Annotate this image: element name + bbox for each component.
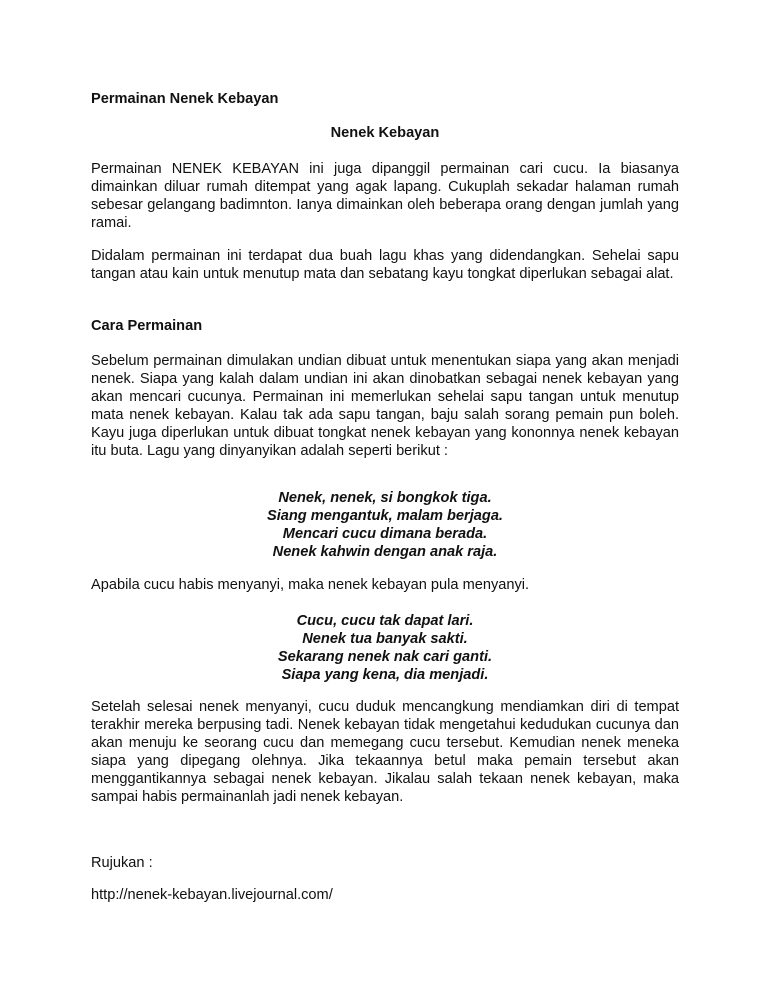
verse-2 <box>91 612 679 684</box>
rules-paragraph: Sebelum permainan dimulakan undian dibuat untuk menentukan siapa yang akan menjadi nenek. Siapa yang kalah dalam undian ini akan dinobatkan sebagai nenek kebayan yang akan mencari cucunya. Permainan ini memerlukan sehelai sapu tangan untuk menutup mata nenek kebayan. Kalau tak ada sapu tangan, baju salah sorang pemain pun boleh. Kayu juga diperlukan untuk dibuat tongkat nenek kebayan yang kononnya nenek kebayan itu buta. Lagu yang dinyanyikan adalah seperti berikut : <box>91 353 679 459</box>
intro-paragraph-2: Didalam permainan ini terdapat dua buah lagu khas yang didendangkan. Sehelai sapu tangan atau kain untuk menutup mata dan sebatang kayu tongkat diperlukan sebagai alat. <box>91 248 679 282</box>
verse-1-line: Nenek, nenek, si bongkok tiga. <box>278 490 492 506</box>
section-heading: Cara Permainan <box>91 318 203 334</box>
verse-1-line: Mencari cucu dimana berada. <box>282 526 488 542</box>
verse-1-line: Siang mengantuk, malam berjaga. <box>266 508 503 524</box>
intro-paragraph-1: Permainan NENEK KEBAYAN ini juga dipanggil permainan cari cucu. Ia biasanya dimainkan diluar rumah ditempat yang agak lapang. Cukuplah sekadar halaman rumah sebesar gelangang badimnton. Ianya dimainkan oleh beberapa orang dengan jumlah yang ramai. <box>91 161 679 231</box>
reference-url: http://nenek-kebayan.livejournal.com/ <box>91 887 333 903</box>
verse-2-line: Cucu, cucu tak dapat lari. <box>296 613 474 629</box>
reference-label: Rujukan : <box>91 855 153 871</box>
verse-1-line: Nenek kahwin dengan anak raja. <box>272 544 498 560</box>
verse-2-line: Sekarang nenek nak cari ganti. <box>277 649 493 665</box>
document-subtitle: Nenek Kebayan <box>330 125 440 141</box>
verse-2-line: Nenek tua banyak sakti. <box>302 631 468 647</box>
document-title: Permainan Nenek Kebayan <box>91 91 279 107</box>
transition-line: Apabila cucu habis menyanyi, maka nenek kebayan pula menyanyi. <box>91 577 530 593</box>
verse-1 <box>91 489 679 561</box>
closing-paragraph: Setelah selesai nenek menyanyi, cucu duduk mencangkung mendiamkan diri di tempat terakhir mereka berpusing tadi. Nenek kebayan tidak mengetahui kedudukan cucunya dan akan menuju ke seorang cucu dan memegang cucu tersebut. Kemudian nenek meneka siapa yang dipegang olehnya. Jika tekaannya betul maka pemain tersebut akan menggantikannya sebagai nenek kebayan. Jikalau salah tekaan nenek kebayan, maka sampai habis permainanlah jadi nenek kebayan. <box>91 699 679 805</box>
document-page <box>91 0 679 994</box>
verse-2-line: Siapa yang kena, dia menjadi. <box>281 667 489 683</box>
